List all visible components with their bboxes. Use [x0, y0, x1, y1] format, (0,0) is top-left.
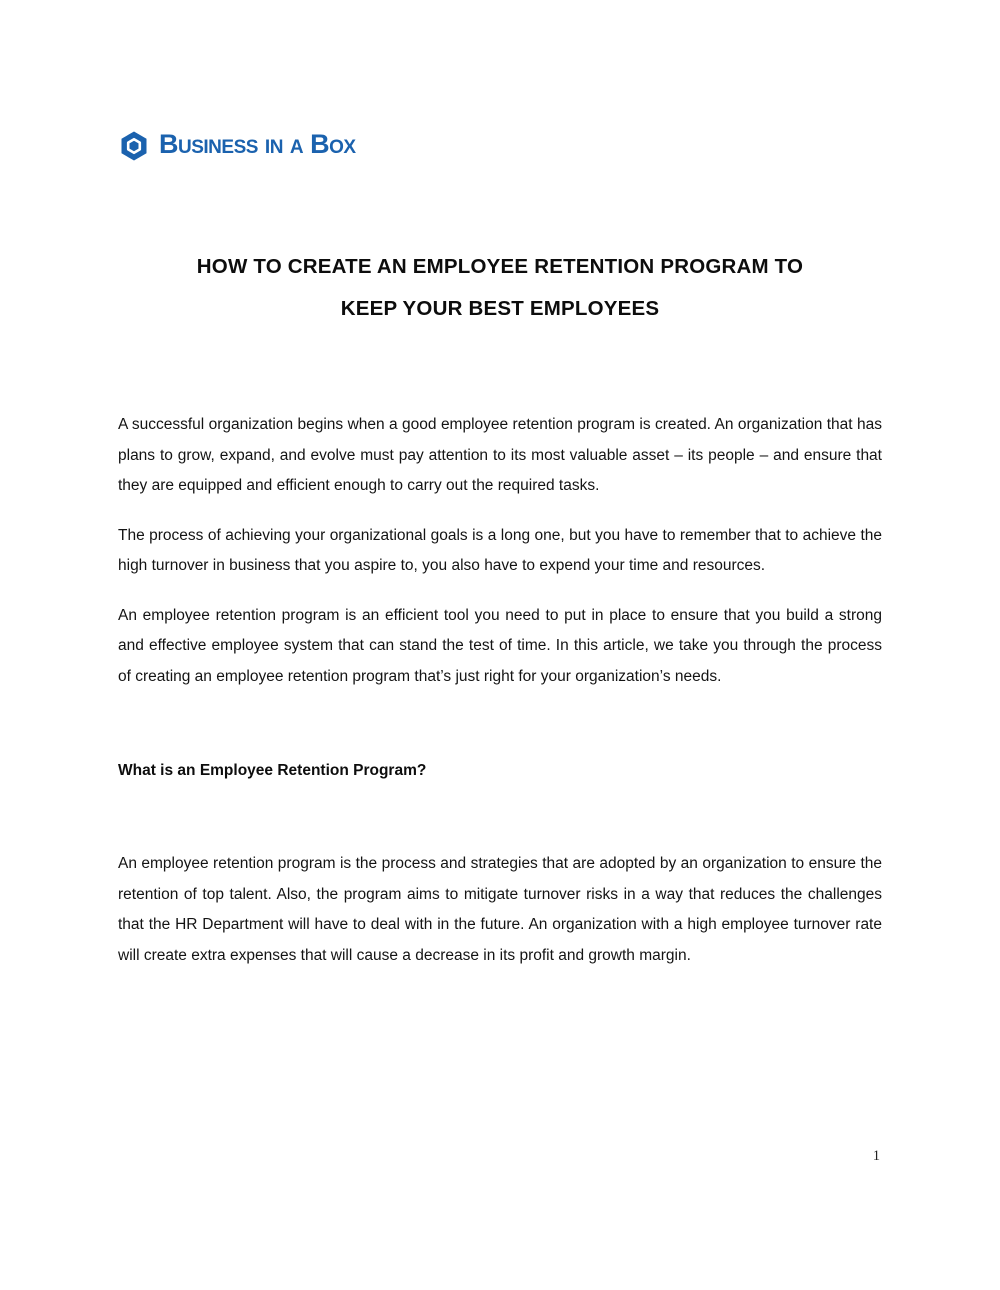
document-title-line1: HOW TO CREATE AN EMPLOYEE RETENTION PROGRAM TO: [196, 255, 804, 278]
document-title: [118, 246, 882, 330]
paragraph: The process of achieving your organizational goals is a long one, but you have to remember that to achieve the high turnover in business that you aspire to, you also have to expend your time and resources.: [118, 526, 882, 574]
document-title-line2: KEEP YOUR BEST EMPLOYEES: [340, 297, 660, 320]
hexagon-box-icon: [118, 130, 150, 162]
intro-section: [118, 410, 882, 692]
paragraph: An employee retention program is the process and strategies that are adopted by an organization to ensure the retention of top talent. Also, the program aims to mitigate turnover risks in a way that reduces the challenges that the HR Department will have to deal with in the future. An organization with a high employee turnover rate will create extra expenses that will cause a decrease in its profit and growth margin.: [118, 855, 882, 964]
logo-text: Business in a Box: [159, 129, 356, 159]
paragraph: An employee retention program is an efficient tool you need to put in place to ensure that you build a strong and effective employee system that can stand the test of time. In this article, we take you through the process of creating an employee retention program that’s just right for your organization’s needs.: [118, 606, 882, 685]
paragraph: A successful organization begins when a good employee retention program is created. An organization that has plans to grow, expand, and evolve must pay attention to its most valuable asset – its people – and ensure that they are equipped and efficient enough to carry out the required tasks.: [118, 416, 882, 494]
definition-section: [118, 849, 882, 971]
page-number: 1: [872, 1148, 880, 1164]
logo: [118, 0, 882, 162]
section-heading: What is an Employee Retention Program?: [118, 762, 427, 779]
